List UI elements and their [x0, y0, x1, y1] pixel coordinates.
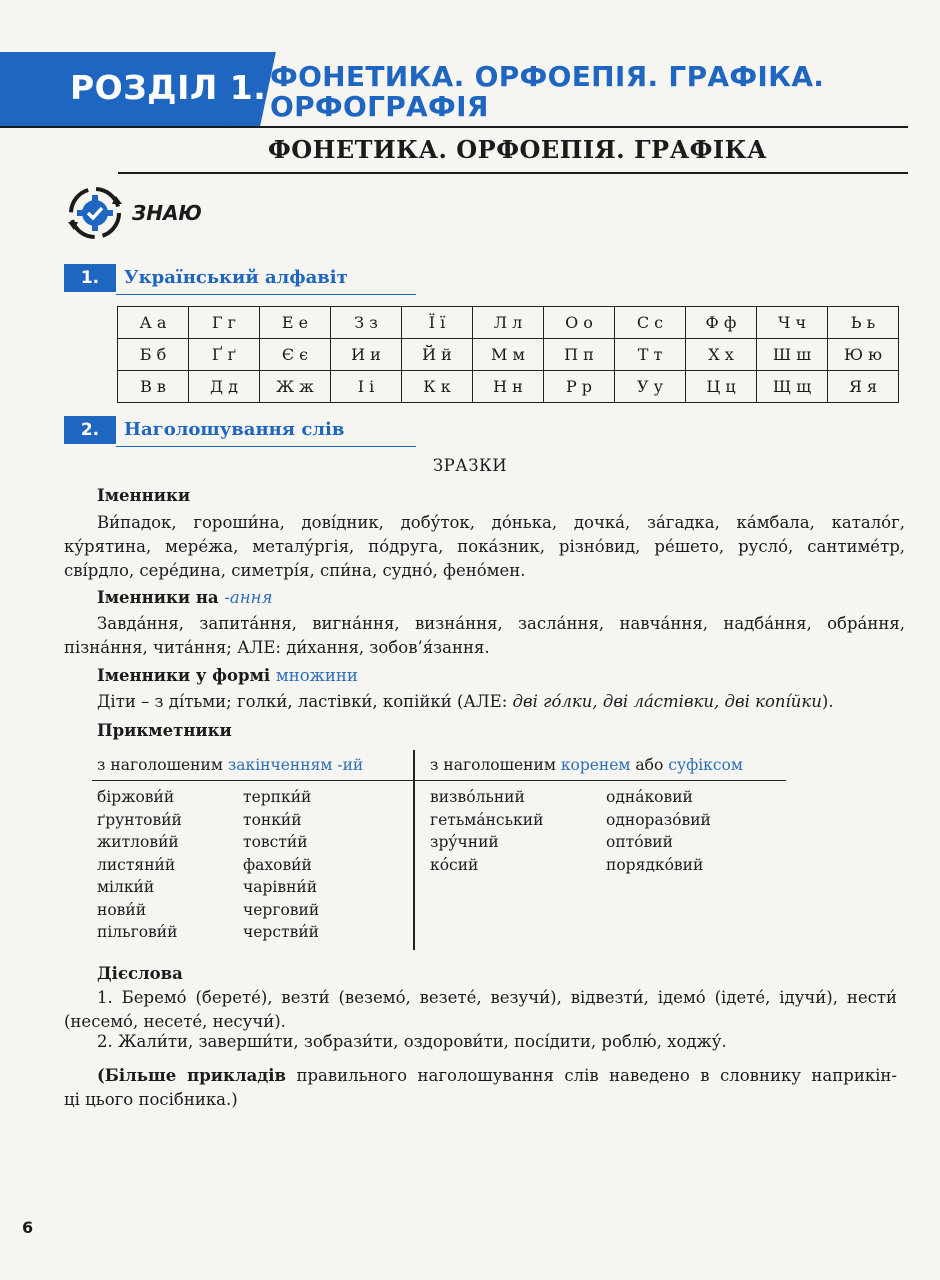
- subtitle-divider: [118, 172, 908, 174]
- plural-heading: Іменники у формі множини: [97, 666, 358, 685]
- section-title: Наголошування слів: [124, 419, 345, 440]
- alphabet-cell: В в: [118, 371, 189, 403]
- chapter-number: РОЗДІЛ 1.: [70, 68, 267, 107]
- anna-suffix: -ання: [224, 588, 273, 607]
- adj-col2-header: з наголошеним коренем або суфіксом: [430, 756, 743, 774]
- plural-word: множини: [275, 666, 358, 685]
- section-number: 2.: [64, 416, 116, 444]
- alphabet-table: [117, 306, 899, 403]
- alphabet-cell: Є є: [260, 339, 331, 371]
- gear-check-icon: [64, 182, 126, 244]
- adj-header-divider: [92, 780, 786, 781]
- adjective-item: черстви́й: [243, 923, 319, 941]
- adjective-item: зру́чний: [430, 833, 499, 851]
- adjective-item: мілки́й: [97, 878, 155, 896]
- alphabet-cell: О о: [544, 307, 615, 339]
- adjective-item: гетьма́нський: [430, 810, 544, 829]
- adjective-item: тонки́й: [243, 810, 302, 829]
- nouns-heading: Іменники: [97, 486, 191, 505]
- alphabet-cell: Ш ш: [757, 339, 828, 371]
- alphabet-cell: Ч ч: [757, 307, 828, 339]
- alphabet-cell: К к: [402, 371, 473, 403]
- adjective-item: біржови́й: [97, 788, 175, 806]
- alphabet-cell: Ф ф: [686, 307, 757, 339]
- alphabet-cell: Ґ ґ: [189, 339, 260, 371]
- adj-col1-header: з наголошеним закінченням -ий: [97, 756, 364, 774]
- alphabet-cell: Ю ю: [828, 339, 899, 371]
- alphabet-cell: Г г: [189, 307, 260, 339]
- adjectives-heading: Прикметники: [97, 721, 232, 740]
- alphabet-cell: Н н: [473, 371, 544, 403]
- verbs-line-3: 2. Жали́ти, заверши́ти, зобрази́ти, оздорови́ти, посі́дити, роблю́, ходжу́.: [97, 1032, 727, 1051]
- alphabet-cell: Д д: [189, 371, 260, 403]
- alphabet-cell: Ц ц: [686, 371, 757, 403]
- section-title: Український алфавіт: [124, 267, 348, 288]
- alphabet-cell: А а: [118, 307, 189, 339]
- nouns-line-1: Ви́падок, гороши́на, дові́дник, добу́ток, до́нька, дочка́, за́гадка, ка́мбала, катало́г,: [97, 513, 905, 532]
- alphabet-cell: І і: [331, 371, 402, 403]
- adjective-item: товсти́й: [243, 833, 308, 851]
- alphabet-cell: И и: [331, 339, 402, 371]
- anna-line-2: пізна́ння, чита́ння; АЛЕ: ди́хання, зобов’я́зання.: [64, 638, 490, 657]
- adjective-item: одноразо́вий: [606, 810, 711, 829]
- znayu-label: ЗНАЮ: [132, 201, 202, 225]
- adj-list-b: [243, 786, 319, 944]
- section-1-header: [64, 264, 464, 294]
- alphabet-cell: П п: [544, 339, 615, 371]
- anna-heading: Іменники на -ання: [97, 588, 273, 607]
- page-number: 6: [22, 1218, 34, 1237]
- chapter-title-line2: ОРФОГРАФІЯ: [270, 90, 489, 123]
- plural-line: Діти – з ді́тьми; голки́, ластівки́, копійки́ (АЛЕ: дві го́лки, дві ла́стівки, дві копі́йки).: [97, 692, 834, 711]
- alphabet-cell: Б б: [118, 339, 189, 371]
- section-underline: [116, 446, 416, 447]
- adjective-item: нови́й: [97, 900, 147, 919]
- anna-line-1: Завда́ння, запита́ння, вигна́ння, визна́ння, засла́ння, навча́ння, надба́ння, обра́ння,: [97, 614, 905, 633]
- adj-list-d: [606, 786, 711, 876]
- adjective-item: ко́сий: [430, 855, 479, 874]
- adjective-item: визво́льний: [430, 788, 525, 806]
- alphabet-cell: Щ щ: [757, 371, 828, 403]
- adjective-item: опто́вий: [606, 833, 673, 851]
- alphabet-cell: Х х: [686, 339, 757, 371]
- adjective-item: житлови́й: [97, 833, 179, 851]
- adjective-item: чарівни́й: [243, 878, 318, 896]
- chapter-header: [0, 52, 908, 126]
- adjective-item: фахови́й: [243, 855, 312, 874]
- alphabet-cell: Л л: [473, 307, 544, 339]
- adjective-item: одна́ковий: [606, 788, 693, 806]
- alphabet-cell: Й й: [402, 339, 473, 371]
- verbs-line-1: 1. Беремо́ (берете́), везти́ (веземо́, везете́, везучи́), відвезти́, ідемо́ (ідете́, ідучи́), нести́: [97, 988, 897, 1007]
- note-line-2: ці цього посібника.): [64, 1090, 238, 1109]
- alphabet-cell: Е е: [260, 307, 331, 339]
- section-number: 1.: [64, 264, 116, 292]
- adj-column-divider: [413, 750, 415, 950]
- adj-list-c: [430, 786, 543, 876]
- section-subtitle: ФОНЕТИКА. ОРФОЕПІЯ. ГРАФІКА: [268, 135, 767, 164]
- alphabet-row: [118, 339, 899, 371]
- section-2-header: [64, 416, 464, 446]
- adjective-item: листяни́й: [97, 855, 176, 874]
- header-divider: [0, 126, 908, 128]
- chapter-title-line1: ФОНЕТИКА. ОРФОЕПІЯ. ГРАФІКА.: [270, 60, 825, 93]
- alphabet-cell: Ь ь: [828, 307, 899, 339]
- nouns-line-3: сві́рдло, сере́дина, симетрі́я, спи́на, судно́, фено́мен.: [64, 561, 526, 580]
- note-line-1: (Більше прикладів правильного наголошування слів наведено в словнику наприкін-: [97, 1066, 897, 1085]
- alphabet-cell: Ж ж: [260, 371, 331, 403]
- alphabet-cell: Ї ї: [402, 307, 473, 339]
- alphabet-cell: З з: [331, 307, 402, 339]
- alphabet-cell: У у: [615, 371, 686, 403]
- verbs-line-2: (несемо́, несете́, несучи́).: [64, 1012, 286, 1031]
- alphabet-row: [118, 371, 899, 403]
- alphabet-cell: Т т: [615, 339, 686, 371]
- nouns-line-2: ку́рятина, мере́жа, металу́ргія, по́друга, пока́зник, різно́вид, ре́шето, русло́, сантиме́тр,: [64, 537, 905, 556]
- alphabet-cell: С с: [615, 307, 686, 339]
- alphabet-cell: Р р: [544, 371, 615, 403]
- section-underline: [116, 294, 416, 295]
- adjective-item: пільгови́й: [97, 923, 178, 941]
- alphabet-row: [118, 307, 899, 339]
- verbs-heading: Дієслова: [97, 964, 183, 983]
- adjective-item: терпки́й: [243, 788, 312, 806]
- adjective-item: черговий: [243, 900, 320, 919]
- adjective-item: порядко́вий: [606, 855, 704, 874]
- alphabet-cell: Я я: [828, 371, 899, 403]
- adj-list-a: [97, 786, 182, 944]
- alphabet-cell: М м: [473, 339, 544, 371]
- adjective-item: ґрунтови́й: [97, 810, 182, 829]
- examples-heading: ЗРАЗКИ: [432, 456, 508, 475]
